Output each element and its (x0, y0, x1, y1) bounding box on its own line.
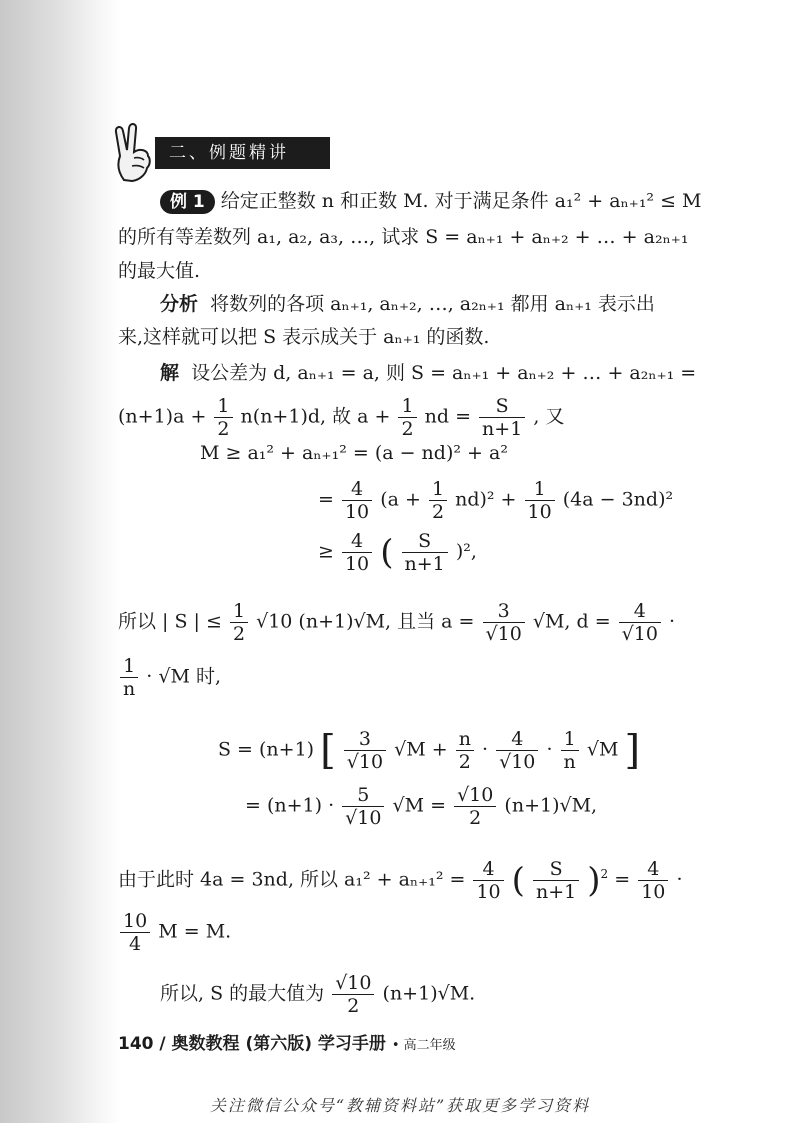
text-seg: √M (586, 738, 619, 761)
fraction-n-2: $\frac{n}{2}$ (456, 728, 474, 773)
paren-open: ( (380, 532, 394, 573)
text-seg: 所以 | S | ≤ (118, 610, 222, 633)
text-seg: √M = (392, 794, 447, 817)
fraction-4-10: $\frac{4}{10}$ (342, 478, 372, 523)
text-seg: = (318, 488, 334, 511)
fraction-s-over-n1: $\frac{S}{n+1}$ (533, 858, 579, 903)
fraction-s-over-n1: $\frac{S}{n+1}$ (402, 530, 448, 575)
verification-line-1: 由于此时 4a = 3nd, 所以 a₁² + aₙ₊₁² = $\frac{4}{10}$ ( $\frac{S}{n+1}$ )$^2$ = $\frac{4}{10}$ · (118, 858, 683, 903)
text-seg: √M, d = (532, 610, 611, 633)
page-footer (118, 1029, 456, 1054)
paren-open: ( (511, 860, 525, 901)
fraction-half: $\frac{1}{2}$ (214, 395, 232, 440)
text-seg: nd)² + (455, 488, 517, 511)
text-seg: 所以, S 的最大值为 (160, 982, 325, 1005)
text-seg: · √M 时, (146, 665, 222, 688)
conclusion-bound-line (118, 600, 675, 645)
fraction-1-n: $\frac{1}{n}$ (120, 655, 138, 700)
analysis-label: 分析 (160, 293, 199, 315)
s-result-line (245, 784, 597, 829)
condition-line-2 (118, 655, 221, 700)
section-title: 二、例题精讲 (155, 137, 330, 169)
grade-label: • 高二年级 (391, 1038, 456, 1053)
text-seg: n(n+1)d, 故 a + (240, 405, 391, 428)
verification-line-2 (118, 910, 231, 955)
paren-close: ) (587, 860, 601, 901)
text-seg: (4a − 3nd)² (562, 488, 674, 511)
fraction-half: $\frac{1}{2}$ (230, 600, 248, 645)
analysis-line-2: 来,这样就可以把 S 表示成关于 aₙ₊₁ 的函数. (118, 326, 490, 348)
text-seg: M = M. (158, 920, 232, 943)
fraction-5-sqrt10: $\frac{5}{√10}$ (342, 784, 384, 829)
example-line-2: 的所有等差数列 a₁, a₂, a₃, …, 试求 S = aₙ₊₁ + aₙ₊₂ + … + a₂ₙ₊₁ (118, 226, 689, 248)
bracket-close: ] (624, 727, 641, 774)
text-seg: (n+1)√M. (382, 982, 476, 1005)
fraction-4-10: $\frac{4}{10}$ (342, 530, 372, 575)
s-equation-line (218, 728, 640, 773)
peace-hand-icon (110, 122, 156, 184)
equation-line-2 (318, 478, 673, 523)
text-seg: · (482, 738, 489, 761)
fraction-s-over-n1: $\frac{S}{n+1}$ (479, 395, 525, 440)
fraction-3-sqrt10: $\frac{3}{√10}$ (483, 600, 525, 645)
fraction-4-10: $\frac{4}{10}$ (473, 858, 503, 903)
page-edge-shadow (0, 0, 120, 1123)
solution-line-2 (118, 395, 564, 440)
example-line-3: 的最大值. (118, 260, 201, 282)
example-line-1 (160, 188, 702, 214)
fraction-sqrt10-2: $\frac{√10}{2}$ (332, 972, 374, 1017)
bracket-open: [ (320, 727, 336, 774)
analysis-line-1 (160, 291, 655, 317)
text-seg: · (676, 868, 683, 891)
fraction-4-10: $\frac{4}{10}$ (638, 858, 668, 903)
text-seg: 由于此时 4a = 3nd, 所以 a₁² + aₙ₊₁² = (118, 868, 466, 891)
text-seg: · (546, 738, 553, 761)
page-number: 140 (118, 1034, 154, 1054)
text-seg: = (n+1) · (245, 794, 335, 817)
text-seg: ≥ (318, 540, 334, 563)
fraction-1-10: $\frac{1}{10}$ (525, 478, 555, 523)
final-conclusion-line (160, 972, 475, 1017)
example-badge: 例 1 (160, 190, 215, 214)
inequality-line-3 (318, 530, 477, 575)
text-seg: , 又 (533, 405, 565, 428)
fraction-1-n: $\frac{1}{n}$ (561, 728, 579, 773)
text-seg: · (669, 610, 676, 633)
text-seg: √10 (n+1)√M, 且当 a = (256, 610, 475, 633)
fraction-4-sqrt10: $\frac{4}{√10}$ (619, 600, 661, 645)
fraction-4-sqrt10: $\frac{4}{√10}$ (496, 728, 538, 773)
fraction-10-4: $\frac{10}{4}$ (120, 910, 150, 955)
watermark-text: 关注微信公众号“教辅资料站”获取更多学习资料 (209, 1096, 591, 1115)
solution-label: 解 (160, 362, 180, 384)
text-seg: (n+1)√M, (504, 794, 598, 817)
fraction-half: $\frac{1}{2}$ (429, 478, 447, 523)
book-title: / 奥数教程 (第六版) 学习手册 (159, 1034, 386, 1054)
text-seg: nd = (424, 405, 471, 428)
solution-line-1 (160, 360, 696, 386)
text-seg: √M + (394, 738, 448, 761)
text-seg: )², (455, 540, 477, 563)
solution-text-1: 设公差为 d, aₙ₊₁ = a, 则 S = aₙ₊₁ + aₙ₊₂ + … + a₂ₙ₊₁ = (191, 362, 697, 384)
inequality-line-1: M ≥ a₁² + aₙ₊₁² = (a − nd)² + a² (200, 442, 508, 464)
fraction-sqrt10-2: $\frac{√10}{2}$ (454, 784, 496, 829)
analysis-text-1: 将数列的各项 aₙ₊₁, aₙ₊₂, …, a₂ₙ₊₁ 都用 aₙ₊₁ 表示出 (210, 293, 655, 315)
fraction-half: $\frac{1}{2}$ (398, 395, 416, 440)
text-seg: (n+1)a + (118, 405, 207, 428)
text-seg: (a + (380, 488, 421, 511)
text-seg: = (614, 868, 631, 891)
text-seg: S = (n+1) (218, 738, 315, 761)
fraction-3-sqrt10: $\frac{3}{√10}$ (344, 728, 386, 773)
example-text-1: 给定正整数 n 和正数 M. 对于满足条件 a₁² + aₙ₊₁² ≤ M (220, 190, 702, 212)
